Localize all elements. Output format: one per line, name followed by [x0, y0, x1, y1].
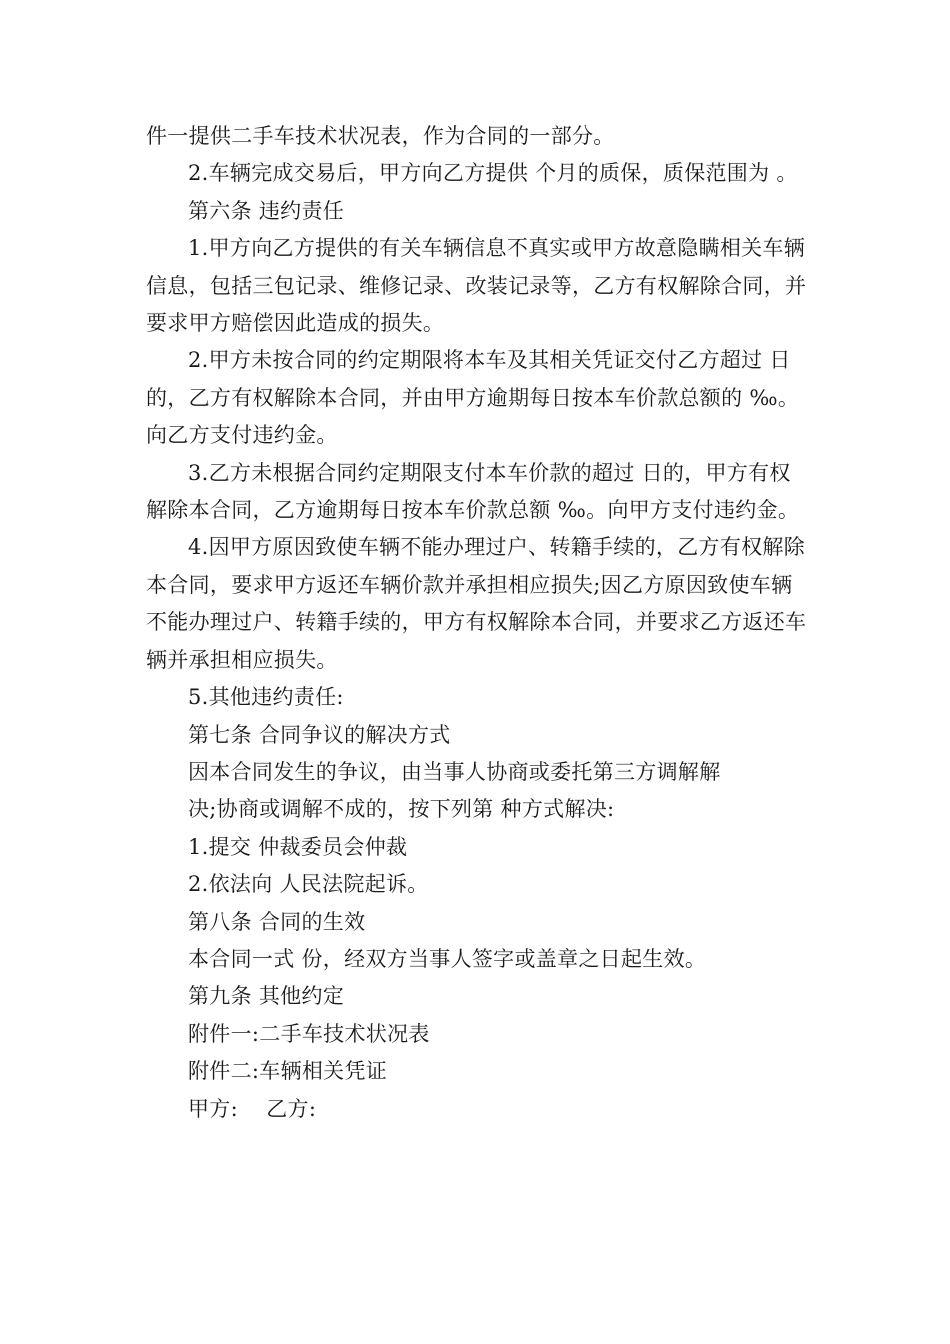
- paragraph-continued: 件一提供二手车技术状况表，作为合同的一部分。: [146, 124, 615, 148]
- paragraph-breach-2: 2.甲方未按合同的约定期限将本车及其相关凭证交付乙方超过 日的，乙方有权解除本合同，并由甲方逾期每日按本车价款总额的 ‰。向乙方支付违约金。: [146, 348, 800, 448]
- heading-article-9: 第九条 其他约定: [188, 984, 345, 1009]
- heading-article-6: 第六条 违约责任: [188, 198, 345, 223]
- paragraph-effective: 本合同一式 份，经双方当事人签字或盖章之日起生效。: [188, 946, 707, 971]
- paragraph-breach-1: 1.甲方向乙方提供的有关车辆信息不真实或甲方故意隐瞒相关车辆信息，包括三包记录、维修记录、改装记录等，乙方有权解除合同，并要求甲方赔偿因此造成的损失。: [146, 236, 807, 336]
- paragraph-breach-3: 3.乙方未根据合同约定期限支付本车价款的超过 日的，甲方有权解除本合同，乙方逾期每日按本车价款总额 ‰。向甲方支付违约金。: [146, 460, 800, 523]
- paragraph-warranty: 2.车辆完成交易后，甲方向乙方提供 个月的质保，质保范围为 。: [188, 161, 798, 186]
- paragraph-attachment-1: 附件一:二手车技术状况表: [188, 1021, 430, 1046]
- paragraph-attachment-2: 附件二:车辆相关凭证: [188, 1059, 388, 1084]
- paragraph-dispute-line-2: 决;协商或调解不成的，按下列第 种方式解决:: [188, 797, 615, 822]
- heading-article-8: 第八条 合同的生效: [188, 909, 366, 934]
- paragraph-court: 2.依法向 人民法院起诉。: [188, 872, 429, 897]
- signature-parties: 甲方: 乙方:: [188, 1096, 317, 1121]
- paragraph-arbitration: 1.提交 仲裁委员会仲裁: [188, 834, 408, 859]
- contract-body: [146, 118, 810, 1128]
- heading-article-7: 第七条 合同争议的解决方式: [188, 722, 451, 747]
- paragraph-dispute-line-1: 因本合同发生的争议，由当事人协商或委托第三方调解解: [188, 759, 721, 784]
- paragraph-breach-5: 5.其他违约责任:: [188, 685, 344, 710]
- paragraph-breach-4: 4.因甲方原因致使车辆不能办理过户、转籍手续的，乙方有权解除本合同，要求甲方返还车辆价款并承担相应损失;因乙方原因致使车辆不能办理过户、转籍手续的，甲方有权解除本合同，并要求乙方返还车辆并承担相应损失。: [146, 535, 807, 672]
